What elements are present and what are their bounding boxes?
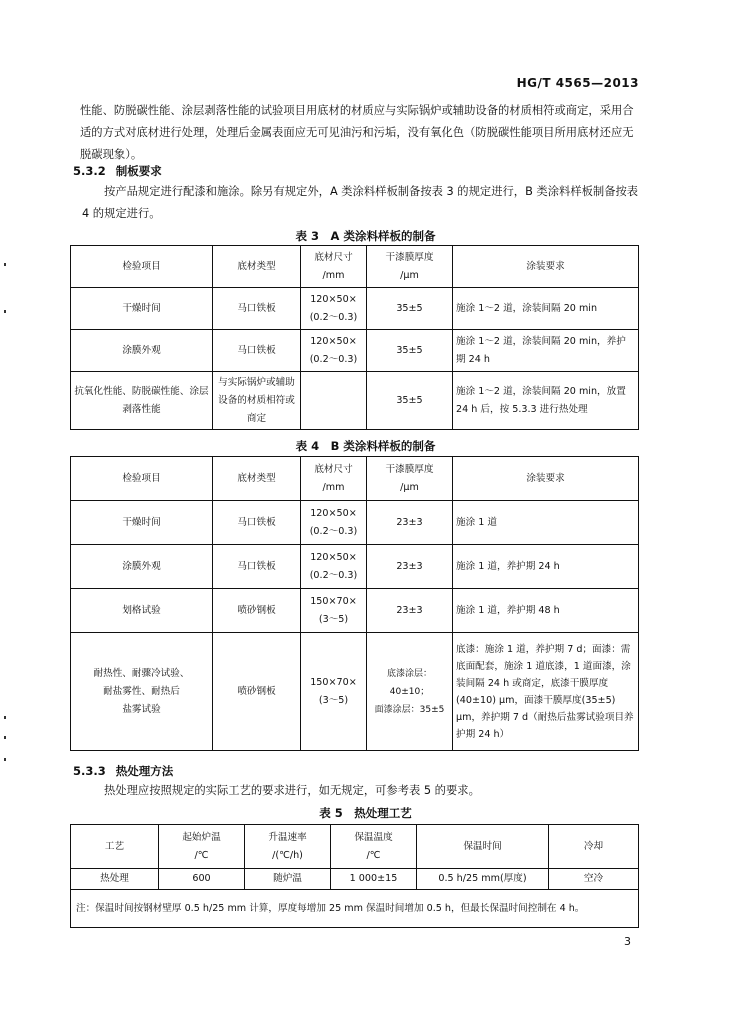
table-cell: 马口铁板 (213, 288, 301, 330)
table-note-row (71, 890, 639, 928)
table-cell: 0.5 h/25 mm(厚度) (417, 869, 549, 890)
table-cell: 35±5 (367, 288, 453, 330)
section-532-heading (73, 163, 162, 179)
table-row (71, 869, 639, 890)
table-cell: 施涂 1～2 道，涂装间隔 20 min，放置 24 h 后，按 5.3.3 进行热处理 (453, 372, 639, 430)
table3-header-cell: 底材类型 (213, 246, 301, 288)
table-cell: 随炉温 (245, 869, 331, 890)
table3-header-row (71, 246, 639, 288)
table-cell: 23±3 (367, 501, 453, 545)
table-cell: 120×50× (0.2～0.3) (301, 330, 367, 372)
table-row (71, 545, 639, 589)
table4-header-row (71, 457, 639, 501)
table-cell: 干燥时间 (71, 288, 213, 330)
table-cell: 1 000±15 (331, 869, 417, 890)
section-number: 5.3.3 (73, 764, 106, 778)
table-cell: 120×50× (0.2～0.3) (301, 501, 367, 545)
table-cell: 35±5 (367, 330, 453, 372)
table-cell: 150×70× (3～5) (301, 633, 367, 751)
standard-code: HG/T 4565—2013 (516, 76, 639, 90)
table-cell: 喷砂钢板 (213, 633, 301, 751)
table-cell: 与实际锅炉或辅助设备的材质相符或商定 (213, 372, 301, 430)
table3-header-cell: 检验项目 (71, 246, 213, 288)
table5-header-cell: 保温时间 (417, 825, 549, 869)
table-cell: 600 (159, 869, 245, 890)
table-cell: 底漆涂层：40±10； 面漆涂层：35±5 (367, 633, 453, 751)
table3-caption: 表 3 A 类涂料样板的制备 (295, 229, 436, 243)
scan-mark (4, 263, 6, 266)
table-cell: 喷砂钢板 (213, 589, 301, 633)
table-cell: 划格试验 (71, 589, 213, 633)
table-cell: 马口铁板 (213, 330, 301, 372)
table3-header-cell: 干漆膜厚度 /μm (367, 246, 453, 288)
table5-header-cell: 工艺 (71, 825, 159, 869)
table3-header-cell: 涂装要求 (453, 246, 639, 288)
table-cell: 施涂 1 道，养护期 24 h (453, 545, 639, 589)
table5-header-cell: 冷却 (549, 825, 639, 869)
table-cell: 23±3 (367, 589, 453, 633)
table4-header-cell: 检验项目 (71, 457, 213, 501)
scan-mark (4, 716, 6, 719)
table4-header-cell: 底材类型 (213, 457, 301, 501)
table-cell: 施涂 1 道 (453, 501, 639, 545)
page-number: 3 (624, 935, 631, 948)
table-cell: 35±5 (367, 372, 453, 430)
table5-header-cell: 保温温度 /℃ (331, 825, 417, 869)
table4-header-cell: 干漆膜厚度 /μm (367, 457, 453, 501)
table-cell: 热处理 (71, 869, 159, 890)
table-cell: 耐热性、耐骤冷试验、 耐盐雾性、耐热后 盐雾试验 (71, 633, 213, 751)
scan-mark (4, 310, 6, 313)
scan-mark (4, 736, 6, 739)
table4-header-cell: 涂装要求 (453, 457, 639, 501)
table5-header-cell: 升温速率 /(℃/h) (245, 825, 331, 869)
table5-header-row (71, 825, 639, 869)
table5-note: 注：保温时间按钢材壁厚 0.5 h/25 mm 计算，厚度每增加 25 mm 保温时间增加 0.5 h，但最长保温时间控制在 4 h。 (71, 890, 639, 928)
table-cell: 底漆：施涂 1 道，养护期 7 d；面漆：需底面配套，施涂 1 道底漆，1 道面漆，涂装间隔 24 h 或商定，底漆干膜厚度(40±10) μm，面漆干膜厚度(35±5) μm，养护期 7 d（耐热后盐雾试验项目养护期 24 h） (453, 633, 639, 751)
table4-caption: 表 4 B 类涂料样板的制备 (295, 439, 436, 453)
table-row (71, 330, 639, 372)
table-cell: 涂膜外观 (71, 545, 213, 589)
intro-paragraph: 性能、防脱碳性能、涂层剥落性能的试验项目用底材的材质应与实际锅炉或辅助设备的材质相符或商定，采用合适的方式对底材进行处理，处理后金属表面应无可见油污和污垢，没有氧化色（防脱碳性能项目所用底材还应无脱碳现象）。 (80, 104, 634, 161)
table-cell: 马口铁板 (213, 501, 301, 545)
table5-header-cell: 起始炉温 /℃ (159, 825, 245, 869)
section-533-body: 热处理应按照规定的实际工艺的要求进行，如无规定，可参考表 5 的要求。 (104, 784, 480, 797)
table-cell (301, 372, 367, 430)
section-533-heading (73, 763, 173, 779)
table-cell: 施涂 1～2 道，涂装间隔 20 min，养护期 24 h (453, 330, 639, 372)
table3 (70, 245, 639, 430)
table-cell: 干燥时间 (71, 501, 213, 545)
table-row (71, 288, 639, 330)
table-cell: 120×50× (0.2～0.3) (301, 545, 367, 589)
section-number: 5.3.2 (73, 164, 106, 178)
table-cell: 涂膜外观 (71, 330, 213, 372)
table-row (71, 633, 639, 751)
table-cell: 施涂 1～2 道，涂装间隔 20 min (453, 288, 639, 330)
table4 (70, 456, 639, 751)
table-row (71, 372, 639, 430)
table-cell: 施涂 1 道，养护期 48 h (453, 589, 639, 633)
section-title: 热处理方法 (115, 764, 174, 778)
table3-header-cell: 底材尺寸 /mm (301, 246, 367, 288)
table-cell: 马口铁板 (213, 545, 301, 589)
table-cell: 120×50× (0.2～0.3) (301, 288, 367, 330)
table5 (70, 824, 639, 928)
table5-caption: 表 5 热处理工艺 (319, 806, 412, 820)
section-title: 制板要求 (115, 164, 162, 178)
table-cell: 空冷 (549, 869, 639, 890)
table-cell: 150×70× (3～5) (301, 589, 367, 633)
table-row (71, 589, 639, 633)
table-row (71, 501, 639, 545)
table-cell: 抗氧化性能、防脱碳性能、涂层剥落性能 (71, 372, 213, 430)
table4-header-cell: 底材尺寸 /mm (301, 457, 367, 501)
section-532-body: 按产品规定进行配漆和施涂。除另有规定外，A 类涂料样板制备按表 3 的规定进行，B 类涂料样板制备按表 4 的规定进行。 (82, 185, 639, 220)
table-cell: 23±3 (367, 545, 453, 589)
scan-mark (4, 758, 6, 761)
